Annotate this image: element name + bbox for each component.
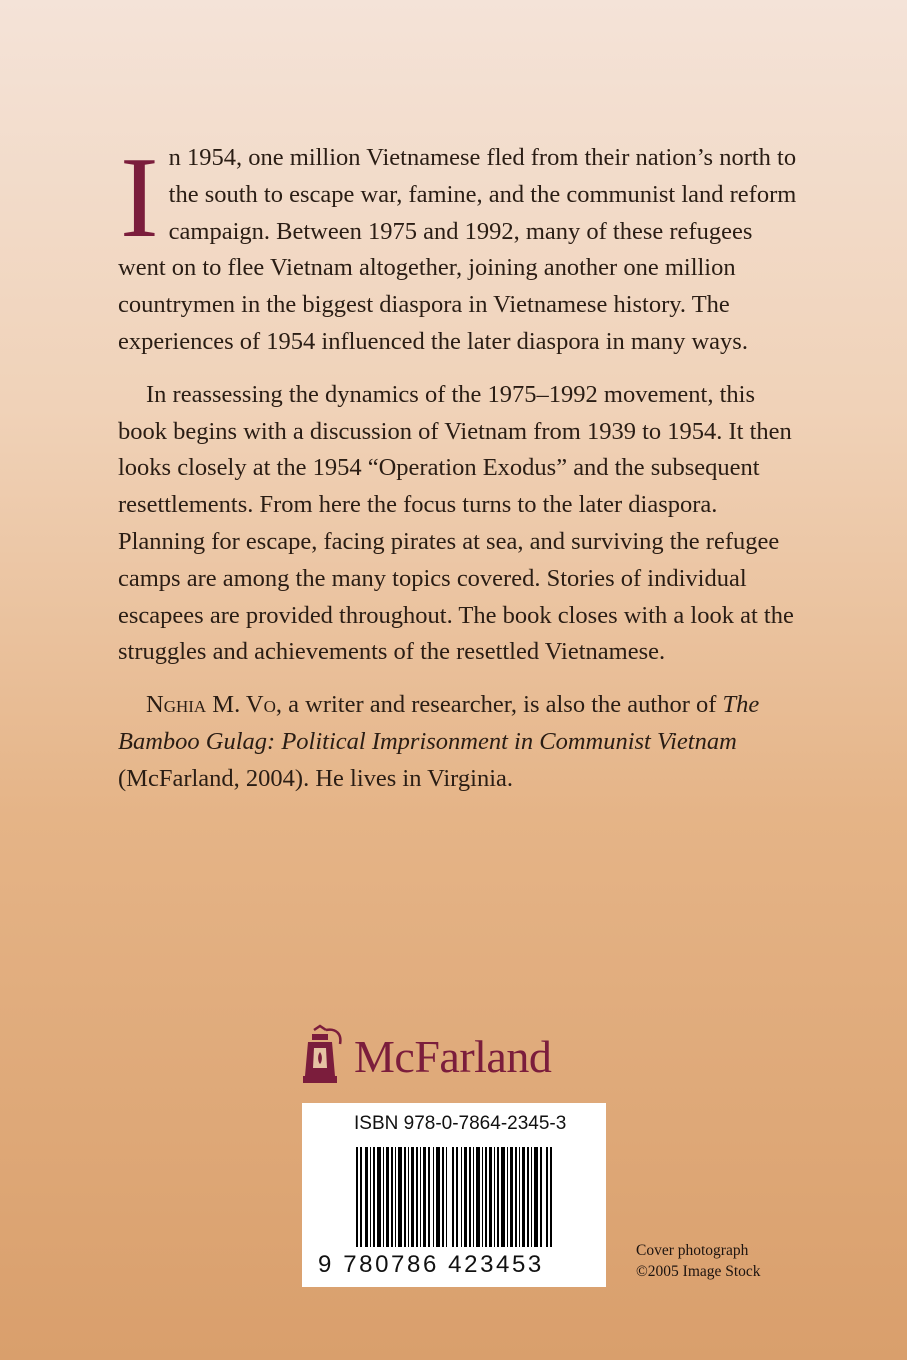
drop-cap: I: [120, 134, 159, 262]
blurb-paragraph-1-text: n 1954, one million Vietnamese fled from their nation’s north to the south to escape war, famine, and the communist land reform campaign. Between 1975 and 1992, many of these refugees went on to flee Vietnam altogether, joining another one million countrymen in the biggest diaspora in Vietnamese history. The experiences of 1954 influenced the later diaspora in many ways.: [118, 144, 797, 355]
other-book-title: The Bamboo Gulag: Political Imprisonment in Communist Vietnam: [118, 691, 760, 755]
isbn-label: ISBN 978-0-7864-2345-3: [354, 1113, 567, 1134]
author-bio-text-1: , a writer and researcher, is also the author of: [275, 691, 723, 719]
blurb-paragraph-1: [118, 134, 798, 361]
barcode-digits: 9 780786 423453: [318, 1251, 544, 1278]
publisher-logo: [300, 1022, 620, 1090]
lantern-icon: [300, 1024, 346, 1088]
author-bio-text-2: (McFarland, 2004). He lives in Virginia.: [118, 764, 514, 792]
photo-credit: [636, 1240, 761, 1282]
author-name: Nghia M. Vo: [146, 691, 276, 719]
photo-credit-line-1: Cover photograph: [636, 1242, 749, 1259]
barcode: [356, 1147, 556, 1247]
back-cover-blurb: [118, 134, 798, 814]
photo-credit-line-2: ©2005 Image Stock: [636, 1263, 761, 1280]
author-bio: [118, 687, 798, 797]
blurb-paragraph-2: In reassessing the dynamics of the 1975–1992 movement, this book begins with a discussion of Vietnam from 1939 to 1954. It then looks closely at the 1954 “Operation Exodus” and the subsequent resettlements. From here the focus turns to the later diaspora. Planning for escape, facing pirates at sea, and surviving the refugee camps are among the many topics covered. Stories of individual escapees are provided throughout. The book closes with a look at the struggles and achievements of the resettled Vietnamese.: [118, 380, 794, 666]
isbn-barcode-block: [302, 1103, 606, 1287]
publisher-name: McFarland: [354, 1030, 552, 1082]
